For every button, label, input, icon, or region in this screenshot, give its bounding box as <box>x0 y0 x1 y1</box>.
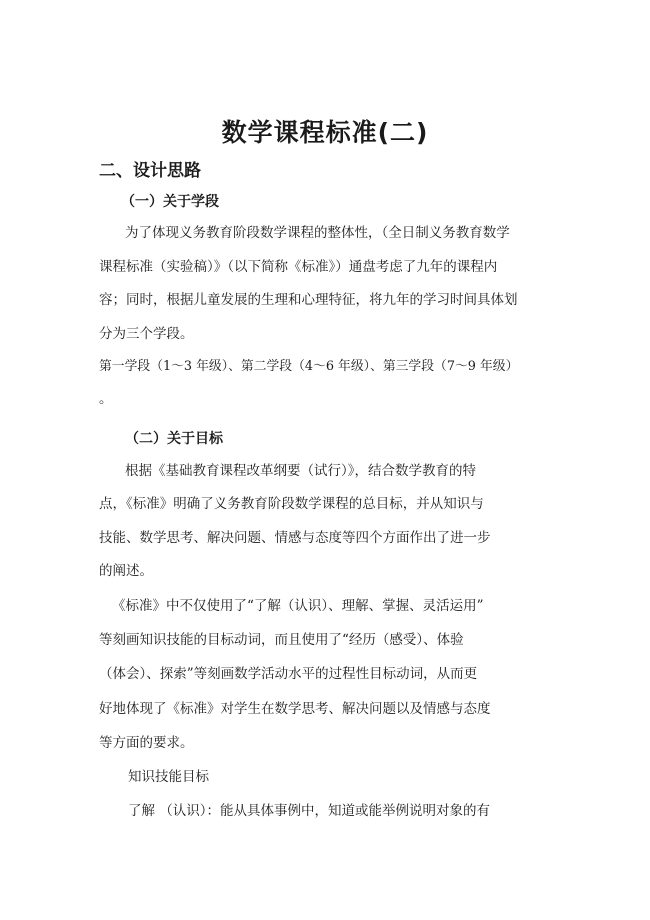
paragraph-line: 容；同时，根据儿童发展的生理和心理特征，将九年的学习时间具体划 <box>99 292 518 308</box>
paragraph-line: 等刻画知识技能的目标动词，而且使用了“经历（感受）、体验 <box>99 632 464 648</box>
paragraph-line: 好地体现了《标准》对学生在数学思考、解决问题以及情感与态度 <box>99 701 491 717</box>
paragraph-line: 课程标准（实验稿）》（以下简称《标准》）通盘考虑了九年的课程内 <box>99 259 498 275</box>
paragraph-line: 分为三个学段。 <box>99 326 194 342</box>
paragraph-line: 根据《基础教育课程改革纲要（试行）》，结合数学教育的特 <box>125 463 476 479</box>
subsection-heading-goals: （二）关于目标 <box>125 431 223 447</box>
paragraph-line: 知识技能目标 <box>128 769 209 785</box>
paragraph-line: 等方面的要求。 <box>99 735 194 751</box>
paragraph-line: 技能、数学思考、解决问题、情感与态度等四个方面作出了进一步 <box>99 530 491 546</box>
paragraph-line: 了解 （认识）：能从具体事例中，知道或能举例说明对象的有 <box>128 803 491 819</box>
paragraph-line: 第一学段（1～3 年级）、第二学段（4～6 年级）、第三学段（7～9 年级） <box>99 359 519 374</box>
paragraph-line: 的阐述。 <box>99 563 153 579</box>
paragraph-line: 点，《标准》明确了义务教育阶段数学课程的总目标，并从知识与 <box>99 496 484 512</box>
paragraph-line: 《标准》中不仅使用了“了解（认识）、理解、掌握、灵活运用” <box>112 598 484 614</box>
paragraph-line: （体会）、探索”等刻画数学活动水平的过程性目标动词，从而更 <box>99 666 478 682</box>
paragraph-line: 。 <box>99 391 113 407</box>
paragraph-line: 为了体现义务教育阶段数学课程的整体性，（全日制义务教育数学 <box>125 225 510 241</box>
subsection-heading-stages: （一）关于学段 <box>121 194 219 210</box>
page-title: 数学课程标准(二) <box>221 118 429 147</box>
section-heading: 二、设计思路 <box>99 161 201 181</box>
